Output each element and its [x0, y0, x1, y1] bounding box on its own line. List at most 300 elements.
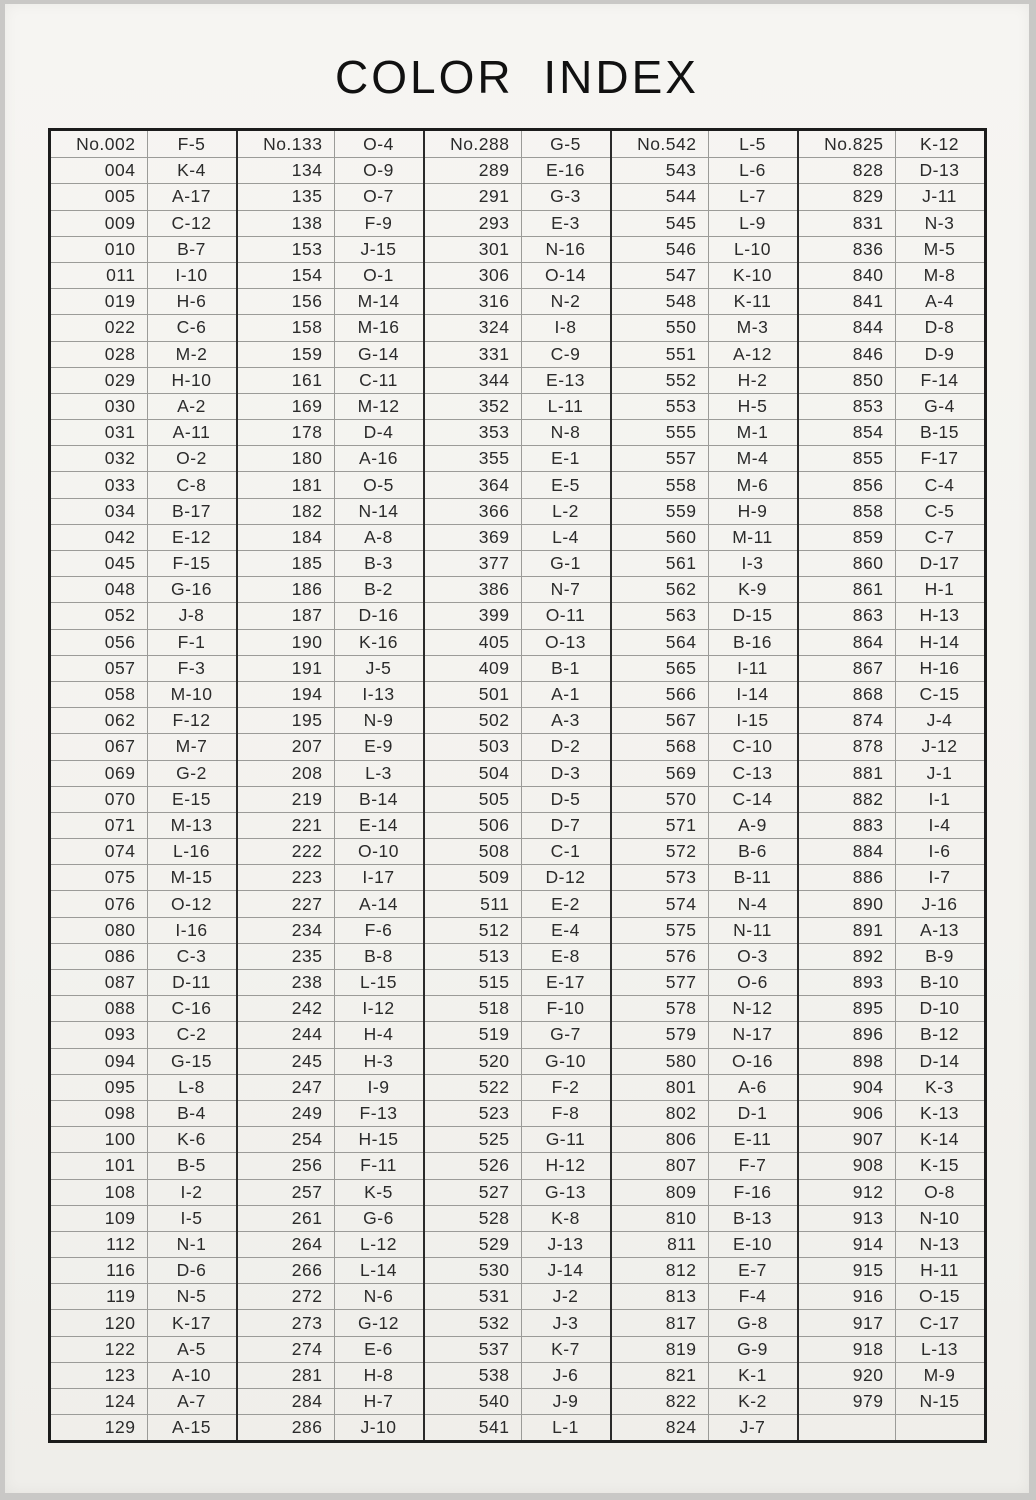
- table-cell-number: 908: [799, 1152, 896, 1178]
- table-cell-number: 324: [425, 314, 522, 340]
- table-cell-number: 530: [425, 1257, 522, 1283]
- table-cell-number: 904: [799, 1074, 896, 1100]
- table-cell-code: E-15: [148, 786, 236, 812]
- table-cell-number: 010: [51, 236, 148, 262]
- table-cell-number: 180: [238, 445, 335, 471]
- table-cell-number: 005: [51, 183, 148, 209]
- table-cell-number: 577: [612, 969, 709, 995]
- table-cell-number: 551: [612, 341, 709, 367]
- table-cell-number: 810: [612, 1205, 709, 1231]
- table-cell-number: 505: [425, 786, 522, 812]
- table-cell-number: 874: [799, 707, 896, 733]
- table-cell-number: 861: [799, 576, 896, 602]
- table-cell-code: K-7: [522, 1336, 610, 1362]
- table-cell-number: 080: [51, 917, 148, 943]
- table-cell-number: 854: [799, 419, 896, 445]
- table-cell-number: 568: [612, 733, 709, 759]
- table-cell-code: K-12: [920, 133, 959, 154]
- table-cell-code: O-7: [335, 183, 423, 209]
- table-cell-code: M-6: [709, 471, 797, 497]
- table-cell-number: 208: [238, 760, 335, 786]
- table-cell-code: I-12: [335, 995, 423, 1021]
- table-cell-number: 088: [51, 995, 148, 1021]
- table-cell-number: 281: [238, 1362, 335, 1388]
- table-cell-code: E-10: [709, 1231, 797, 1257]
- table-cell-code: J-3: [522, 1309, 610, 1335]
- table-cell-code: M-7: [148, 733, 236, 759]
- table-cell-code: E-2: [522, 890, 610, 916]
- table-cell-number: 045: [51, 550, 148, 576]
- table-cell-code: M-9: [896, 1362, 984, 1388]
- table-cell-number: 409: [425, 655, 522, 681]
- table-cell-code: H-3: [335, 1048, 423, 1074]
- table-column: [423, 131, 610, 1440]
- table-cell-number: 867: [799, 655, 896, 681]
- table-cell-code: A-11: [148, 419, 236, 445]
- table-cell-code: D-3: [522, 760, 610, 786]
- table-cell-number: 532: [425, 1309, 522, 1335]
- table-cell-code: L-1: [522, 1414, 610, 1440]
- table-cell-number: No.825: [799, 131, 896, 157]
- table-cell-code: J-10: [335, 1414, 423, 1440]
- table-cell-code: G-12: [335, 1309, 423, 1335]
- table-cell-code: B-4: [148, 1100, 236, 1126]
- table-cell-number: 853: [799, 393, 896, 419]
- table-cell-number: 185: [238, 550, 335, 576]
- table-cell-number: 525: [425, 1126, 522, 1152]
- table-cell-code: J-11: [896, 183, 984, 209]
- table-cell-code: J-6: [522, 1362, 610, 1388]
- table-cell-code: E-16: [522, 157, 610, 183]
- table-cell-number: 093: [51, 1021, 148, 1047]
- table-cell-code: I-9: [335, 1074, 423, 1100]
- table-cell-code: N-11: [709, 917, 797, 943]
- table-cell-number: 878: [799, 733, 896, 759]
- color-index-table: [48, 128, 987, 1443]
- table-cell-code: G-5: [550, 133, 581, 154]
- table-cell-number: 518: [425, 995, 522, 1021]
- table-cell-code: C-10: [709, 733, 797, 759]
- table-cell-number: 567: [612, 707, 709, 733]
- table-cell-number: 501: [425, 681, 522, 707]
- table-cell-code: B-7: [148, 236, 236, 262]
- table-cell-number: 860: [799, 550, 896, 576]
- table-cell-number: 399: [425, 602, 522, 628]
- table-cell-number: 057: [51, 655, 148, 681]
- table-cell-number: 806: [612, 1126, 709, 1152]
- table-cell-code: K-9: [709, 576, 797, 602]
- table-column: [797, 131, 984, 1440]
- table-cell-code: [896, 1414, 984, 1440]
- table-cell-code: K-6: [148, 1126, 236, 1152]
- table-cell-number: 564: [612, 629, 709, 655]
- table-cell-code: C-7: [896, 524, 984, 550]
- table-cell-code: N-5: [148, 1283, 236, 1309]
- table-cell-number: 032: [51, 445, 148, 471]
- table-cell-code: F-9: [335, 210, 423, 236]
- table-cell-number: 890: [799, 890, 896, 916]
- table-cell-code: I-5: [148, 1205, 236, 1231]
- table-cell-number: 559: [612, 498, 709, 524]
- table-cell-number: 272: [238, 1283, 335, 1309]
- table-cell-number: 344: [425, 367, 522, 393]
- table-cell-code: M-13: [148, 812, 236, 838]
- table-cell-code: J-1: [896, 760, 984, 786]
- table-cell-number: 550: [612, 314, 709, 340]
- table-cell-code: J-8: [148, 602, 236, 628]
- table-cell-code: A-10: [148, 1362, 236, 1388]
- table-cell-code: D-7: [522, 812, 610, 838]
- table-cell-number: 891: [799, 917, 896, 943]
- table-cell-number: 573: [612, 864, 709, 890]
- table-cell-number: 070: [51, 786, 148, 812]
- table-cell-number: 512: [425, 917, 522, 943]
- table-cell-number: 920: [799, 1362, 896, 1388]
- table-cell-number: 366: [425, 498, 522, 524]
- table-cell-code: C-2: [148, 1021, 236, 1047]
- table-cell-number: 519: [425, 1021, 522, 1047]
- table-cell-number: 123: [51, 1362, 148, 1388]
- table-cell-number: 824: [612, 1414, 709, 1440]
- table-cell-number: 056: [51, 629, 148, 655]
- table-cell-code: K-10: [709, 262, 797, 288]
- table-cell-code: H-1: [896, 576, 984, 602]
- table-cell-number: 135: [238, 183, 335, 209]
- table-cell-number: 506: [425, 812, 522, 838]
- table-cell-number: 242: [238, 995, 335, 1021]
- table-cell-number: 553: [612, 393, 709, 419]
- table-cell-code: A-5: [148, 1336, 236, 1362]
- table-cell-code: E-7: [709, 1257, 797, 1283]
- table-cell-code: I-7: [896, 864, 984, 890]
- table-cell-number: 914: [799, 1231, 896, 1257]
- table-cell-code: F-10: [522, 995, 610, 1021]
- table-cell-number: 022: [51, 314, 148, 340]
- table-cell-code: F-13: [335, 1100, 423, 1126]
- table-cell-number: 508: [425, 838, 522, 864]
- table-cell-code: H-6: [148, 288, 236, 314]
- table-cell-code: D-16: [335, 602, 423, 628]
- table-cell-number: 067: [51, 733, 148, 759]
- table-cell-number: 169: [238, 393, 335, 419]
- table-cell-code: F-4: [709, 1283, 797, 1309]
- table-cell-code: B-10: [896, 969, 984, 995]
- table-cell-number: 561: [612, 550, 709, 576]
- table-cell-number: 915: [799, 1257, 896, 1283]
- table-cell-number: 223: [238, 864, 335, 890]
- table-cell-code: A-6: [709, 1074, 797, 1100]
- table-cell-code: C-8: [148, 471, 236, 497]
- table-cell-code: L-4: [522, 524, 610, 550]
- table-cell-number: 566: [612, 681, 709, 707]
- table-cell-code: O-16: [709, 1048, 797, 1074]
- table-cell-code: O-14: [522, 262, 610, 288]
- table-cell-code: E-13: [522, 367, 610, 393]
- table-cell-number: 856: [799, 471, 896, 497]
- table-cell-number: 520: [425, 1048, 522, 1074]
- table-cell-code: D-12: [522, 864, 610, 890]
- table-cell-code: I-17: [335, 864, 423, 890]
- table-cell-number: 352: [425, 393, 522, 419]
- table-cell-code: H-15: [335, 1126, 423, 1152]
- table-cell-code: A-12: [709, 341, 797, 367]
- table-cell-number: 094: [51, 1048, 148, 1074]
- table-cell-number: 186: [238, 576, 335, 602]
- table-cell-number: 557: [612, 445, 709, 471]
- table-cell-number: 811: [612, 1231, 709, 1257]
- table-cell-code: C-9: [522, 341, 610, 367]
- table-cell-number: 019: [51, 288, 148, 314]
- table-cell-code: G-14: [335, 341, 423, 367]
- table-cell-code: J-16: [896, 890, 984, 916]
- table-column: [236, 131, 423, 1440]
- table-cell-code: N-15: [896, 1388, 984, 1414]
- table-cell-number: No.133: [238, 131, 335, 157]
- table-cell-code: G-9: [709, 1336, 797, 1362]
- table-cell-code: A-8: [335, 524, 423, 550]
- table-cell-number: 545: [612, 210, 709, 236]
- table-cell-code: C-16: [148, 995, 236, 1021]
- table-cell-number: 244: [238, 1021, 335, 1047]
- table-cell-number: 331: [425, 341, 522, 367]
- table-cell-code: G-13: [522, 1179, 610, 1205]
- table-cell-number: 565: [612, 655, 709, 681]
- table-cell-code: I-15: [709, 707, 797, 733]
- table-cell-code: L-6: [709, 157, 797, 183]
- table-cell-code: F-17: [896, 445, 984, 471]
- table-cell-code: A-4: [896, 288, 984, 314]
- table-cell-code: L-5: [739, 133, 766, 154]
- table-cell-number: 187: [238, 602, 335, 628]
- table-cell-code: K-13: [896, 1100, 984, 1126]
- table-cell-number: 291: [425, 183, 522, 209]
- table-cell-code: O-12: [148, 890, 236, 916]
- table-cell-code: D-2: [522, 733, 610, 759]
- table-cell-number: 863: [799, 602, 896, 628]
- table-cell-number: 316: [425, 288, 522, 314]
- table-cell-code: J-12: [896, 733, 984, 759]
- table-cell-number: 178: [238, 419, 335, 445]
- table-cell-number: 101: [51, 1152, 148, 1178]
- table-cell-code: N-4: [709, 890, 797, 916]
- table-cell-code: D-8: [896, 314, 984, 340]
- table-cell-code: N-12: [709, 995, 797, 1021]
- table-cell-code: K-4: [148, 157, 236, 183]
- table-cell-code: L-7: [709, 183, 797, 209]
- table-cell-number: 555: [612, 419, 709, 445]
- table-cell-code: H-2: [709, 367, 797, 393]
- table-cell-number: 509: [425, 864, 522, 890]
- table-cell-number: 801: [612, 1074, 709, 1100]
- table-cell-code: K-5: [335, 1179, 423, 1205]
- table-cell-code: L-2: [522, 498, 610, 524]
- table-cell-number: 112: [51, 1231, 148, 1257]
- table-cell-number: 502: [425, 707, 522, 733]
- table-cell-number: 100: [51, 1126, 148, 1152]
- table-cell-number: 098: [51, 1100, 148, 1126]
- table-cell-number: 122: [51, 1336, 148, 1362]
- table-cell-code: G-10: [522, 1048, 610, 1074]
- table-cell-code: O-11: [522, 602, 610, 628]
- table-cell-code: D-17: [896, 550, 984, 576]
- table-cell-code: F-11: [335, 1152, 423, 1178]
- table-cell-code: B-3: [335, 550, 423, 576]
- table-cell-number: [799, 1414, 896, 1440]
- table-cell-number: 293: [425, 210, 522, 236]
- table-cell-number: 886: [799, 864, 896, 890]
- table-column: [51, 131, 236, 1440]
- table-cell-number: 116: [51, 1257, 148, 1283]
- table-cell-code: M-3: [709, 314, 797, 340]
- table-cell-number: No.288: [425, 131, 522, 157]
- table-cell-number: 033: [51, 471, 148, 497]
- table-cell-code: I-3: [709, 550, 797, 576]
- table-cell-code: D-15: [709, 602, 797, 628]
- table-cell-number: 917: [799, 1309, 896, 1335]
- table-cell-code: D-5: [522, 786, 610, 812]
- table-cell-number: 571: [612, 812, 709, 838]
- table-cell-code: J-14: [522, 1257, 610, 1283]
- table-cell-code: O-4: [363, 133, 394, 154]
- table-cell-code: N-3: [896, 210, 984, 236]
- table-cell-number: 515: [425, 969, 522, 995]
- table-cell-code: F-3: [148, 655, 236, 681]
- table-cell-code: D-4: [335, 419, 423, 445]
- table-cell-number: 570: [612, 786, 709, 812]
- table-cell-number: 575: [612, 917, 709, 943]
- table-cell-number: 548: [612, 288, 709, 314]
- table-cell-number: 052: [51, 602, 148, 628]
- table-cell-code: G-8: [709, 1309, 797, 1335]
- table-cell-number: 864: [799, 629, 896, 655]
- table-cell-number: 913: [799, 1205, 896, 1231]
- table-cell-number: 108: [51, 1179, 148, 1205]
- table-column: [610, 131, 797, 1440]
- table-cell-number: 284: [238, 1388, 335, 1414]
- table-cell-code: B-14: [335, 786, 423, 812]
- table-cell-number: 042: [51, 524, 148, 550]
- table-cell-number: 504: [425, 760, 522, 786]
- table-cell-code: B-15: [896, 419, 984, 445]
- table-cell-number: 547: [612, 262, 709, 288]
- table-cell-code: C-15: [896, 681, 984, 707]
- table-cell-code: N-8: [522, 419, 610, 445]
- table-cell-code: B-9: [896, 943, 984, 969]
- table-cell-code: I-6: [896, 838, 984, 864]
- table-cell-number: 881: [799, 760, 896, 786]
- table-cell-number: 011: [51, 262, 148, 288]
- table-cell-code: O-5: [335, 471, 423, 497]
- table-cell-code: E-12: [148, 524, 236, 550]
- table-cell-code: C-13: [709, 760, 797, 786]
- table-cell-number: 031: [51, 419, 148, 445]
- table-cell-code: H-10: [148, 367, 236, 393]
- table-cell-code: K-1: [709, 1362, 797, 1388]
- table-cell-number: 353: [425, 419, 522, 445]
- table-cell-code: K-16: [335, 629, 423, 655]
- table-cell-number: 578: [612, 995, 709, 1021]
- table-cell-number: 526: [425, 1152, 522, 1178]
- table-cell-code: I-13: [335, 681, 423, 707]
- table-cell-number: 062: [51, 707, 148, 733]
- table-cell-number: 558: [612, 471, 709, 497]
- table-cell-number: 868: [799, 681, 896, 707]
- table-cell-number: 247: [238, 1074, 335, 1100]
- table-cell-code: O-8: [896, 1179, 984, 1205]
- table-cell-number: 207: [238, 733, 335, 759]
- table-cell-number: 844: [799, 314, 896, 340]
- table-cell-number: 831: [799, 210, 896, 236]
- table-cell-code: H-5: [709, 393, 797, 419]
- table-cell-code: C-1: [522, 838, 610, 864]
- table-cell-code: H-11: [896, 1257, 984, 1283]
- table-cell-code: B-2: [335, 576, 423, 602]
- table-cell-number: 075: [51, 864, 148, 890]
- table-cell-number: No.002: [51, 131, 148, 157]
- table-cell-code: G-15: [148, 1048, 236, 1074]
- table-cell-code: J-7: [709, 1414, 797, 1440]
- table-cell-number: 355: [425, 445, 522, 471]
- table-cell-code: L-9: [709, 210, 797, 236]
- table-cell-number: 286: [238, 1414, 335, 1440]
- table-cell-code: L-15: [335, 969, 423, 995]
- table-cell-number: 528: [425, 1205, 522, 1231]
- table-cell-code: G-6: [335, 1205, 423, 1231]
- table-cell-code: L-11: [522, 393, 610, 419]
- table-cell-code: L-3: [335, 760, 423, 786]
- table-cell-number: 181: [238, 471, 335, 497]
- table-cell-number: 511: [425, 890, 522, 916]
- table-cell-code: K-2: [709, 1388, 797, 1414]
- table-cell-code: A-2: [148, 393, 236, 419]
- table-cell-number: 030: [51, 393, 148, 419]
- table-cell-number: 058: [51, 681, 148, 707]
- table-cell-code: E-9: [335, 733, 423, 759]
- table-cell-number: 222: [238, 838, 335, 864]
- table-cell-number: 087: [51, 969, 148, 995]
- table-cell-number: 580: [612, 1048, 709, 1074]
- table-cell-number: 257: [238, 1179, 335, 1205]
- table-cell-code: D-14: [896, 1048, 984, 1074]
- table-cell-code: K-11: [709, 288, 797, 314]
- table-cell-number: 138: [238, 210, 335, 236]
- table-cell-code: G-4: [896, 393, 984, 419]
- table-cell-number: 544: [612, 183, 709, 209]
- table-cell-code: I-14: [709, 681, 797, 707]
- table-cell-number: 576: [612, 943, 709, 969]
- table-cell-number: 896: [799, 1021, 896, 1047]
- table-cell-number: 819: [612, 1336, 709, 1362]
- table-cell-number: 574: [612, 890, 709, 916]
- table-cell-code: M-14: [335, 288, 423, 314]
- table-cell-number: 159: [238, 341, 335, 367]
- table-cell-number: 821: [612, 1362, 709, 1388]
- table-cell-code: A-1: [522, 681, 610, 707]
- table-cell-code: I-1: [896, 786, 984, 812]
- table-cell-number: 227: [238, 890, 335, 916]
- table-cell-number: 004: [51, 157, 148, 183]
- table-cell-code: A-7: [148, 1388, 236, 1414]
- table-cell-code: E-11: [709, 1126, 797, 1152]
- table-cell-number: 892: [799, 943, 896, 969]
- table-cell-number: 531: [425, 1283, 522, 1309]
- table-cell-code: B-5: [148, 1152, 236, 1178]
- table-cell-number: 219: [238, 786, 335, 812]
- table-cell-code: C-17: [896, 1309, 984, 1335]
- table-cell-code: D-11: [148, 969, 236, 995]
- table-cell-number: 562: [612, 576, 709, 602]
- table-cell-code: H-16: [896, 655, 984, 681]
